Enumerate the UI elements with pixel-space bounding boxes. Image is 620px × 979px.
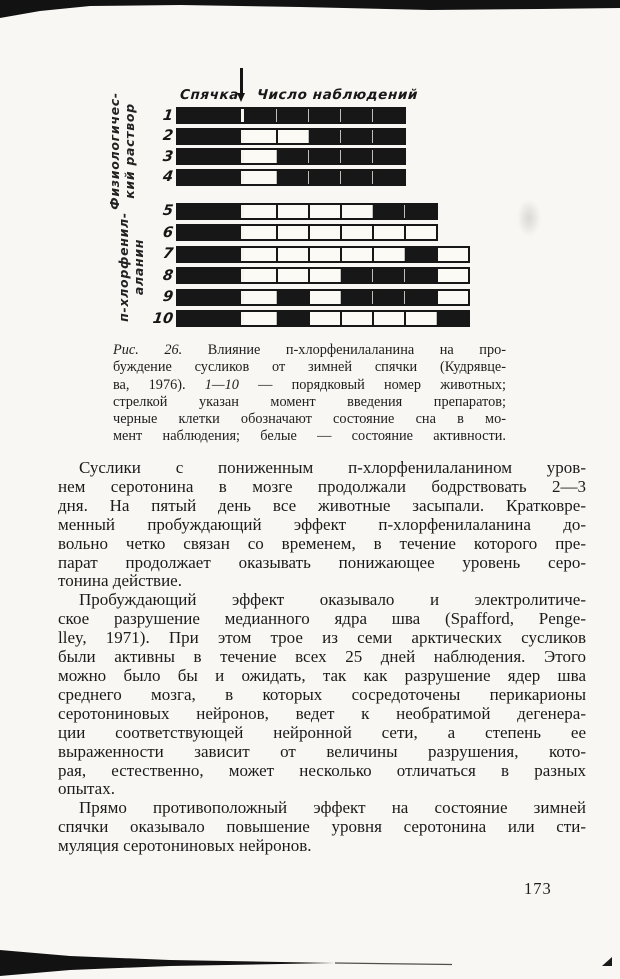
observation-bar	[176, 246, 470, 263]
paragraph	[58, 591, 586, 799]
observation-cell-sleep	[308, 150, 340, 163]
observation-cell-active	[404, 312, 436, 325]
observation-cell-active	[308, 226, 340, 239]
observation-cell-sleep	[308, 109, 340, 122]
hibernation-segment	[178, 109, 241, 122]
observation-cell-sleep	[276, 150, 308, 163]
figure-row-3	[152, 148, 470, 165]
group-label-line: кий раствор	[122, 103, 137, 199]
observation-cell-active	[276, 226, 308, 239]
observation-bar	[176, 169, 406, 186]
text-line: рая, естественно, может несколько отличаться в разных	[58, 760, 586, 780]
caption-line: буждение сусликов от зимней спячки (Кудрявце-	[113, 359, 506, 376]
text-line: ции соответствующей нейронной сети, а степень ее	[58, 722, 586, 742]
observation-cell-active	[308, 291, 340, 304]
figure-row-2	[152, 128, 470, 145]
scan-edge-top	[0, 0, 620, 22]
text-line: серотониновых нейронов, ведет к необратимой дегенера-	[58, 703, 586, 723]
observation-cell-active	[244, 291, 276, 304]
observation-cell-active	[276, 269, 308, 282]
text-line: Прямо противоположный эффект на состояние зимней	[79, 798, 586, 818]
figure-row-5	[152, 203, 470, 220]
body-text	[58, 459, 586, 856]
caption-figure-label: Рис. 26.	[113, 342, 183, 358]
arrow-shaft	[240, 68, 243, 95]
observation-cell-sleep	[436, 312, 468, 325]
animal-number: 9	[161, 289, 175, 305]
text-line: парат продолжает оказывать понижающее уровень серо-	[58, 552, 586, 572]
observation-cell-active	[244, 248, 276, 261]
observation-cell-sleep	[244, 109, 276, 122]
hibernation-segment	[178, 171, 241, 184]
observation-cell-sleep	[340, 291, 372, 304]
figure-row-6	[152, 224, 470, 241]
text-line: Пробуждающий эффект оказывало и электролитиче-	[79, 590, 586, 610]
text-line: опытах.	[58, 779, 115, 799]
observation-cell-sleep	[404, 269, 436, 282]
caption-text: — порядковый номер животных;	[258, 376, 506, 393]
caption-text: ва, 1976).	[113, 376, 186, 393]
observation-cell-sleep	[404, 248, 436, 261]
figure-row-1	[152, 107, 470, 124]
arrow-head	[237, 93, 245, 102]
animal-number: 1	[161, 107, 175, 124]
observation-cell-sleep	[340, 109, 372, 122]
observation-cell-active	[340, 248, 372, 261]
observation-cell-active	[372, 312, 404, 325]
text-line: ское разрушение медианного ядра шва (Spafford, Penge-	[58, 609, 586, 629]
text-line: нем серотонина в мозге продолжали бодрствовать 2—3	[58, 476, 586, 496]
animal-number: 5	[161, 203, 175, 219]
text-line: менный пробуждающий эффект п-хлорфенилаланина до-	[58, 514, 586, 534]
observation-cell-sleep	[308, 171, 340, 184]
text-line: lley, 1971). При этом трое из семи арктических сусликов	[58, 628, 586, 648]
figure-row-9	[152, 289, 470, 306]
hibernation-label: Спячка	[179, 87, 240, 103]
observation-cell-active	[340, 226, 372, 239]
observation-cell-sleep	[372, 291, 404, 304]
observations-label: Число наблюдений	[256, 87, 419, 103]
hibernation-segment	[178, 150, 241, 163]
hibernation-segment	[178, 205, 241, 218]
observation-cell-active	[340, 312, 372, 325]
observation-cell-active	[244, 150, 276, 163]
hibernation-segment	[178, 312, 241, 325]
caption-line: черные клетки обозначают состояние сна в мо-	[113, 411, 506, 428]
injection-arrow-down-icon	[237, 68, 246, 104]
observation-cell-active	[340, 205, 372, 218]
group-label-pcpa	[116, 187, 146, 347]
observation-cell-active	[308, 269, 340, 282]
observation-cell-sleep	[372, 205, 404, 218]
observation-cell-active	[404, 226, 436, 239]
figure-caption	[113, 342, 506, 446]
text-line: спячки оказывало повышение уровня серотонина или сти-	[58, 817, 586, 837]
observation-cell-active	[244, 269, 276, 282]
figure-row-10	[152, 310, 470, 327]
caption-range: 1—10	[204, 376, 239, 393]
scan-edge-bottom-left	[0, 946, 460, 979]
text-line: выраженности зависит от величины разрушения, кото-	[58, 741, 586, 761]
observation-cell-sleep	[372, 150, 404, 163]
observation-bar	[176, 107, 406, 124]
observation-cell-active	[308, 205, 340, 218]
animal-number: 4	[161, 169, 175, 185]
hibernation-segment	[178, 226, 241, 239]
animal-number: 8	[161, 267, 175, 284]
figure-rows	[152, 107, 470, 332]
text-line: среднего мозга, в которых сосредоточены перикарионы	[58, 684, 586, 704]
text-line: муляция серотониновых нейронов.	[58, 836, 312, 856]
hibernation-segment	[178, 269, 241, 282]
observation-cell-sleep	[372, 130, 404, 143]
observation-cell-active	[436, 248, 468, 261]
observation-bar	[176, 203, 438, 220]
figure-row-8	[152, 267, 470, 284]
observation-cell-active	[244, 205, 276, 218]
page-number: 173	[524, 879, 552, 898]
observation-cell-active	[244, 312, 276, 325]
group-label-line: Физиологичес-	[107, 92, 122, 210]
group-label-line: аланин	[131, 238, 146, 296]
observation-cell-active	[308, 248, 340, 261]
animal-number: 6	[161, 224, 175, 241]
observation-cell-active	[244, 226, 276, 239]
observation-bar	[176, 267, 470, 284]
observation-cell-active	[372, 226, 404, 239]
observation-bar	[176, 224, 438, 241]
observation-cell-sleep	[276, 291, 308, 304]
scan-smudge	[517, 199, 541, 237]
observation-bar	[176, 310, 470, 327]
observation-cell-sleep	[340, 171, 372, 184]
observation-cell-sleep	[308, 130, 340, 143]
observation-cell-active	[436, 291, 468, 304]
hibernation-segment	[178, 248, 241, 261]
hibernation-segment	[178, 291, 241, 304]
observation-cell-sleep	[276, 312, 308, 325]
animal-number: 7	[161, 246, 175, 262]
caption-line: мент наблюдения; белые — состояние активности.	[113, 428, 506, 445]
caption-line: стрелкой указан момент введения препаратов;	[113, 393, 506, 410]
observation-bar	[176, 148, 406, 165]
observation-cell-sleep	[276, 171, 308, 184]
observation-cell-sleep	[404, 205, 436, 218]
observation-cell-sleep	[276, 109, 308, 122]
caption-line	[113, 377, 506, 394]
hibernation-segment	[178, 130, 241, 143]
observation-cell-sleep	[372, 171, 404, 184]
animal-number: 3	[161, 148, 175, 165]
text-line: Суслики с пониженным п-хлорфенилаланином уров-	[79, 458, 586, 477]
observation-cell-sleep	[372, 109, 404, 122]
observation-cell-active	[276, 130, 308, 143]
figure-group	[152, 107, 470, 186]
observation-cell-sleep	[340, 269, 372, 282]
observation-cell-sleep	[340, 150, 372, 163]
animal-number: 10	[151, 310, 175, 327]
observation-bar	[176, 289, 470, 306]
observation-cell-active	[308, 312, 340, 325]
text-line: были активны в течение всех 25 дней наблюдения. Этого	[58, 647, 586, 667]
animal-number: 2	[161, 128, 175, 144]
observation-cell-active	[372, 248, 404, 261]
scan-corner-mark	[601, 955, 613, 967]
observation-cell-active	[436, 269, 468, 282]
observation-bar	[176, 128, 406, 145]
observation-cell-sleep	[340, 130, 372, 143]
observation-cell-sleep	[404, 291, 436, 304]
observation-cell-sleep	[372, 269, 404, 282]
observation-cell-active	[244, 130, 276, 143]
figure-row-7	[152, 246, 470, 263]
caption-line	[113, 342, 506, 359]
caption-text: Влияние п-хлорфенилаланина на про-	[207, 342, 507, 358]
group-label-line: п-хлорфенил-	[116, 212, 131, 322]
observation-cell-active	[244, 171, 276, 184]
text-line: вольно четко связан со временем, в течение которого пре-	[58, 533, 586, 553]
observation-cell-active	[276, 205, 308, 218]
paragraph	[58, 799, 586, 856]
figure-group	[152, 203, 470, 328]
figure-row-4	[152, 169, 470, 186]
text-line: тонина действие.	[58, 571, 182, 591]
text-line: дня. На пятый день все животные засыпали. Кратковре-	[58, 495, 586, 515]
observation-cell-active	[276, 248, 308, 261]
text-line: можно было бы и ожидать, так как разрушение ядер шва	[58, 665, 586, 685]
paragraph	[58, 459, 586, 591]
